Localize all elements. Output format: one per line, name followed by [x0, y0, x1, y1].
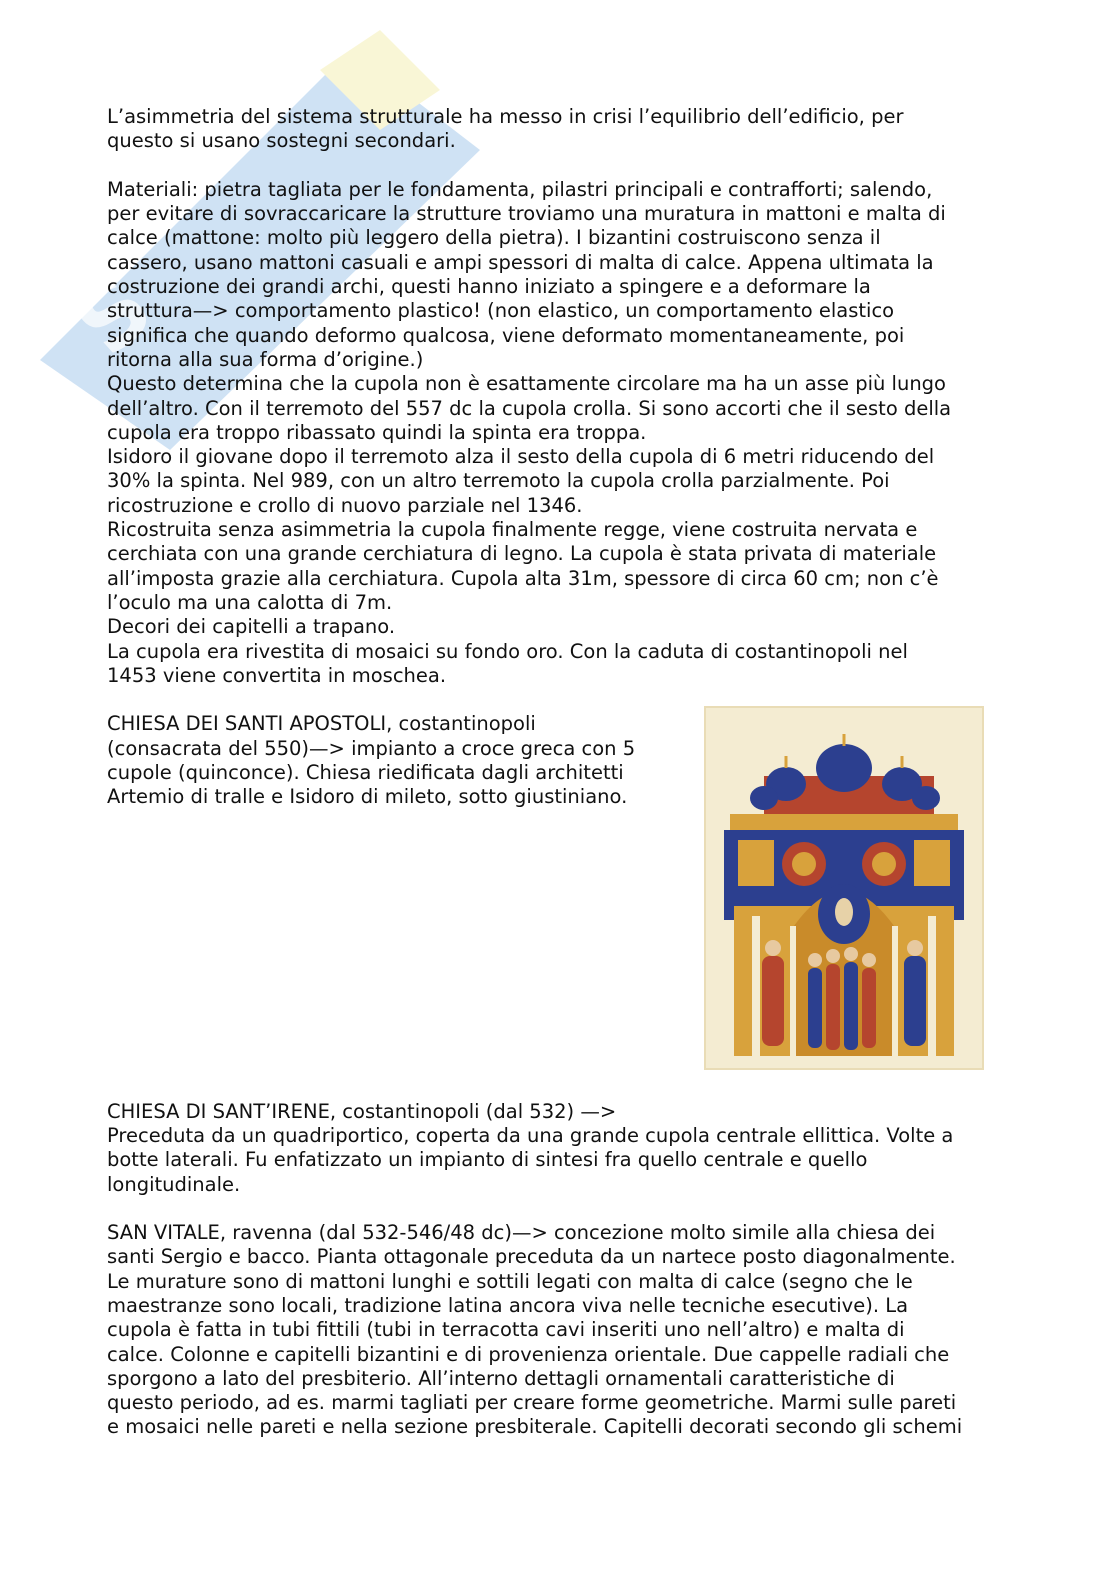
text-line: costruzione dei grandi archi, questi hanno iniziato a spingere e a deformare la — [107, 275, 871, 299]
paragraph-sant-irene — [107, 1100, 1007, 1197]
svg-text:S: S — [54, 254, 173, 377]
text-line: dell’altro. Con il terremoto del 557 dc la cupola crolla. Si sono accorti che il sesto della — [107, 396, 952, 420]
text-line: Decori dei capitelli a trapano. — [107, 615, 396, 639]
text-line: Le murature sono di mattoni lunghi e sottili legati con malta di calce (segno che le — [107, 1269, 913, 1293]
text-line: L’asimmetria del sistema strutturale ha messo in crisi l’equilibrio dell’edificio, per — [107, 105, 904, 128]
text-line: CHIESA DEI SANTI APOSTOLI, costantinopoli — [107, 712, 536, 736]
text-line: questo periodo, ad es. marmi tagliati per creare forme geometriche. Marmi sulle pareti — [107, 1391, 957, 1415]
text-line: calce. Colonne e capitelli bizantini e di provenienza orientale. Due cappelle radiali che — [107, 1342, 950, 1366]
text-line: ritorna alla sua forma d’origine.) — [107, 347, 424, 371]
text-line: 30% la spinta. Nel 989, con un altro terremoto la cupola crolla parzialmente. Poi — [107, 469, 890, 493]
text-line: sporgono a lato del presbiterio. All’interno dettagli ornamentali caratteristiche di — [107, 1366, 895, 1390]
paragraph-asymmetry — [107, 105, 1007, 154]
text-line: Ricostruita senza asimmetria la cupola finalmente regge, viene costruita nervata e — [107, 518, 918, 542]
text-line: santi Sergio e bacco. Pianta ottagonale preceduta da un nartece posto diagonalmente. — [107, 1245, 956, 1269]
text-line: per evitare di sovraccaricare la strutture troviamo una muratura in mattoni e malta di — [107, 202, 946, 226]
text-line: cerchiata con una grande cerchiatura di legno. La cupola è stata privata di materiale — [107, 542, 937, 566]
text-line: Preceduta da un quadriportico, coperta da una grande cupola centrale ellittica. Volte a — [107, 1123, 954, 1147]
text-line: SAN VITALE, ravenna (dal 532-546/48 dc)—> concezione molto simile alla chiesa dei — [107, 1221, 936, 1245]
text-line: cupole (quinconce). Chiesa riedificata dagli architetti — [107, 761, 624, 785]
text-line: (consacrata del 550)—> impianto a croce greca con 5 — [107, 736, 636, 760]
text-line: ricostruzione e crollo di nuovo parziale nel 1346. — [107, 493, 583, 517]
text-line: all’imposta grazie alla cerchiatura. Cupola alta 31m, spessore di circa 60 cm; non c’è — [107, 566, 939, 590]
paragraph-materials — [107, 178, 1007, 688]
text-line: 1453 viene convertita in moschea. — [107, 663, 447, 687]
text-line: botte laterali. Fu enfatizzato un impianto di sintesi fra quello centrale e quello — [107, 1148, 868, 1172]
text-line: e mosaici nelle pareti e nella sezione presbiterale. Capitelli decorati secondo gli schemi — [107, 1415, 963, 1439]
text-line: Questo determina che la cupola non è esattamente circolare ma ha un asse più lungo — [107, 372, 946, 396]
text-line: struttura—> comportamento plastico! (non elastico, un comportamento elastico — [107, 299, 895, 323]
text-line: CHIESA DI SANT’IRENE, costantinopoli (dal 532) —> — [107, 1099, 617, 1123]
text-line: questo si usano sostegni secondari. — [107, 129, 456, 153]
text-line: cupola è fatta in tubi fittili (tubi in terracotta cavi inseriti uno nell’altro) e malta di — [107, 1318, 905, 1342]
text-line: Materiali: pietra tagliata per le fondamenta, pilastri principali e contrafforti; salendo, — [107, 177, 933, 201]
text-line: cassero, usano mattoni casuali e ampi spessori di malta di calce. Appena ultimata la — [107, 250, 934, 274]
text-line: longitudinale. — [107, 1172, 241, 1196]
text-line: calce (mattone: molto più leggero della pietra). I bizantini costruiscono senza il — [107, 226, 881, 250]
text-line: La cupola era rivestita di mosaici su fondo oro. Con la caduta di costantinopoli nel — [107, 639, 908, 663]
text-line: maestranze sono locali, tradizione latina ancora viva nelle tecniche esecutive). La — [107, 1293, 909, 1317]
illustration-santi-apostoli — [704, 706, 984, 1070]
text-line: significa che quando deformo qualcosa, viene deformato momentaneamente, poi — [107, 323, 905, 347]
text-line: cupola era troppo ribassato quindi la spinta era troppa. — [107, 420, 647, 444]
text-line: Artemio di tralle e Isidoro di mileto, sotto giustiniano. — [107, 785, 628, 809]
text-line: l’oculo ma una calotta di 7m. — [107, 590, 393, 614]
paragraph-san-vitale — [107, 1221, 1007, 1440]
text-line: Isidoro il giovane dopo il terremoto alza il sesto della cupola di 6 metri riducendo del — [107, 445, 935, 469]
